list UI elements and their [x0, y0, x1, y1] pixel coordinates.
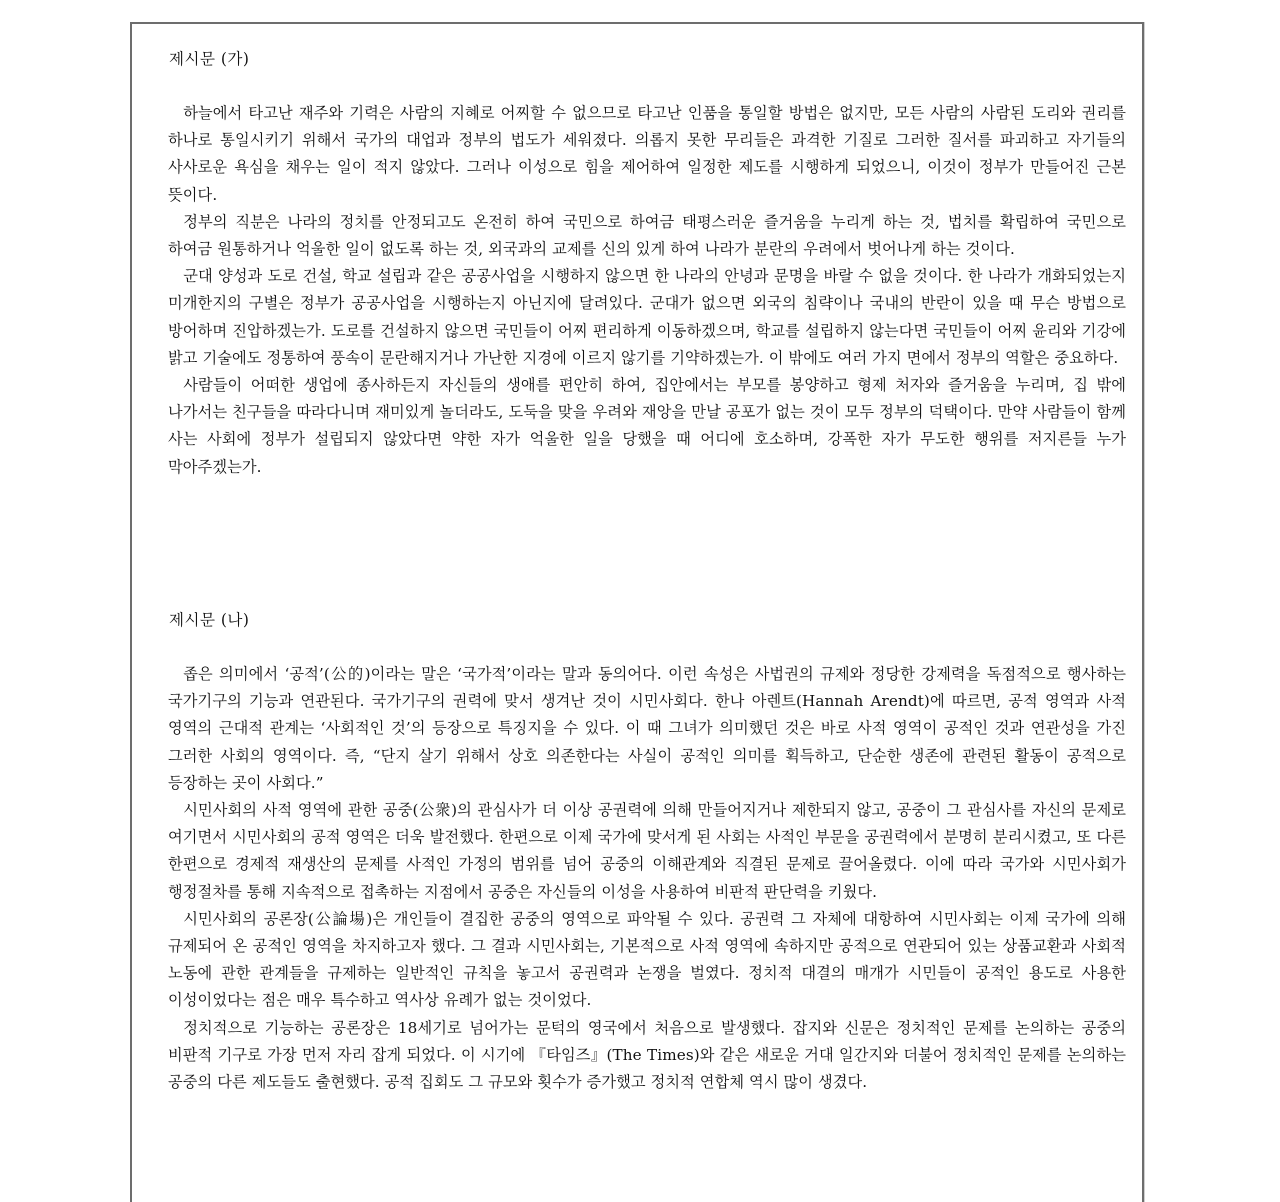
passage-b-body — [168, 661, 1126, 1096]
passage-b-title: 제시문 (나) — [169, 611, 250, 629]
document-page — [130, 22, 1144, 1202]
passage-a-body — [168, 100, 1126, 481]
passage-a — [168, 48, 1126, 481]
paragraph: 정부의 직분은 나라의 정치를 안정되고도 온전히 하여 국민으로 하여금 태평스러운 즐거움을 누리게 하는 것, 법치를 확립하여 국민으로 하여금 원통하거나 억울한 일이 없도록 하는 것, 외국과의 교제를 신의 있게 하여 나라가 분란의 우려에서 벗어나게 하는 것이다. — [168, 212, 1126, 259]
passage-b — [168, 609, 1126, 1096]
paragraph: 시민사회의 공론장(公論場)은 개인들이 결집한 공중의 영역으로 파악될 수 있다. 공권력 그 자체에 대항하여 시민사회는 이제 국가에 의해 규제되어 온 공적인 영역을 차지하고자 했다. 그 결과 시민사회는, 기본적으로 사적 영역에 속하지만 공적으로 연관되어 있는 상품교환과 사회적 노동에 관한 관계들을 규제하는 일반적인 규칙을 놓고서 공권력과 논쟁을 벌였다. 정치적 대결의 매개가 시민들이 공적인 용도로 사용한 이성이었다는 점은 매우 특수하고 역사상 유례가 없는 것이었다. — [168, 909, 1126, 1010]
paragraph: 군대 양성과 도로 건설, 학교 설립과 같은 공공사업을 시행하지 않으면 한 나라의 안녕과 문명을 바랄 수 없을 것이다. 한 나라가 개화되었는지 미개한지의 구별은 정부가 공공사업을 시행하는지 아닌지에 달려있다. 군대가 없으면 외국의 침략이나 국내의 반란이 있을 때 무슨 방법으로 방어하며 진압하겠는가. 도로를 건설하지 않으면 국민들이 어찌 편리하게 이동하겠으며, 학교를 설립하지 않는다면 국민들이 어찌 윤리와 기강에 밝고 기술에도 정통하여 풍속이 문란해지거나 가난한 지경에 이르지 않기를 기약하겠는가. 이 밖에도 여러 가지 면에서 정부의 역할은 중요하다. — [168, 267, 1126, 367]
paragraph: 사람들이 어떠한 생업에 종사하든지 자신들의 생애를 편안히 하여, 집안에서는 부모를 봉양하고 형제 처자와 즐거움을 누리며, 집 밖에 나가서는 친구들을 따라다니며 재미있게 놀더라도, 도둑을 맞을 우려와 재앙을 만날 공포가 없는 것이 모두 정부의 덕택이다. 만약 사람들이 함께 사는 사회에 정부가 설립되지 않았다면 약한 자가 억울한 일을 당했을 때 어디에 호소하며, 강폭한 자가 무도한 행위를 저지른들 누가 막아주겠는가. — [168, 376, 1126, 476]
paragraph: 하늘에서 타고난 재주와 기력은 사람의 지혜로 어찌할 수 없으므로 타고난 인품을 통일할 방법은 없지만, 모든 사람의 사람된 도리와 권리를 하나로 통일시키기 위해서 국가의 대업과 정부의 법도가 세워졌다. 의롭지 못한 무리들은 과격한 기질로 그러한 질서를 파괴하고 자기들의 사사로운 욕심을 채우는 일이 적지 않았다. 그러나 이성으로 힘을 제어하여 일정한 제도를 시행하게 되었으니, 이것이 정부가 만들어진 근본 뜻이다. — [168, 104, 1126, 204]
paragraph: 정치적으로 기능하는 공론장은 18세기로 넘어가는 문턱의 영국에서 처음으로 발생했다. 잡지와 신문은 정치적인 문제를 논의하는 공중의 비판적 기구로 가장 먼저 자리 잡게 되었다. 이 시기에 『타임즈』(The Times)와 같은 새로운 거대 일간지와 더불어 정치적인 문제를 논의하는 공중의 다른 제도들도 출현했다. 공적 집회도 그 규모와 횟수가 증가했고 정치적 연합체 역시 많이 생겼다. — [168, 1018, 1126, 1092]
passage-a-title: 제시문 (가) — [169, 50, 250, 68]
paragraph: 좁은 의미에서 ‘공적’(公的)이라는 말은 ‘국가적’이라는 말과 동의어다. 이런 속성은 사법권의 규제와 정당한 강제력을 독점적으로 행사하는 국가기구의 기능과 연관된다. 국가기구의 권력에 맞서 생겨난 것이 시민사회다. 한나 아렌트(Hannah Arendt)에 따르면, 공적 영역과 사적 영역의 근대적 관계는 ‘사회적인 것’의 등장으로 특징지을 수 있다. 이 때 그녀가 의미했던 것은 바로 사적 영역이 공적인 것과 연관성을 가진 그러한 사회의 영역이다. 즉, “단지 살기 위해서 상호 의존한다는 사실이 공적인 의미를 획득하고, 단순한 생존에 관련된 활동이 공적으로 등장하는 곳이 사회다.” — [168, 665, 1126, 792]
paragraph: 시민사회의 사적 영역에 관한 공중(公衆)의 관심사가 더 이상 공권력에 의해 만들어지거나 제한되지 않고, 공중이 그 관심사를 자신의 문제로 여기면서 시민사회의 공적 영역은 더욱 발전했다. 한편으로 이제 국가에 맞서게 된 사회는 사적인 부문을 공권력에서 분명히 분리시켰고, 또 다른 한편으로 경제적 재생산의 문제를 사적인 가정의 범위를 넘어 공중의 이해관계와 직결된 문제로 끌어올렸다. 이에 따라 국가와 시민사회가 행정절차를 통해 지속적으로 접촉하는 지점에서 공중은 자신들의 이성을 사용하여 비판적 판단력을 키웠다. — [168, 801, 1126, 901]
